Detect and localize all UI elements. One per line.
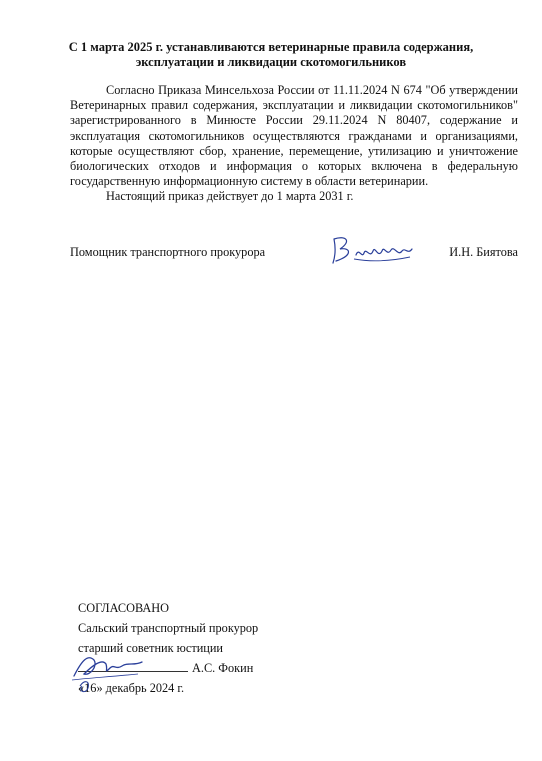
document-body [70,83,518,205]
signer-role: Помощник транспортного прокурора [70,245,266,259]
document-title: С 1 марта 2025 г. устанавливаются ветеринарные правила содержания, эксплуатации и ликвидации скотомогильников [68,40,474,69]
approval-name: А.С. Фокин [192,661,254,675]
approval-heading: СОГЛАСОВАНО [78,601,170,615]
signer-block [70,245,518,269]
signature-fokin-icon [68,640,148,696]
paragraph-validity: Настоящий приказ действует до 1 марта 2031 г. [106,189,354,204]
signer-name: И.Н. Биятова [449,245,518,259]
signature-biyatova-icon [326,233,416,269]
approval-position: Сальский транспортный прокурор [78,621,259,635]
approval-date: «16» декабрь 2024 г. [78,681,185,695]
paragraph-order-info: Согласно Приказа Минсельхоза России от 11.11.2024 N 674 "Об утверждении Ветеринарных правил содержания, эксплуатации и ликвидации скотомогильников" зарегистрированного в Минюсте России 29.11.2024 N 80407, содержание и эксплуатация скотомогильников осуществляются гражданами и организациями, которые осуществляют сбор, хранение, перемещение, утилизацию и уничтожение биологических отходов и информация о которых включена в федеральную государственную информационную систему в области ветеринарии. [70,83,518,189]
approval-rank: старший советник юстиции [78,641,224,655]
